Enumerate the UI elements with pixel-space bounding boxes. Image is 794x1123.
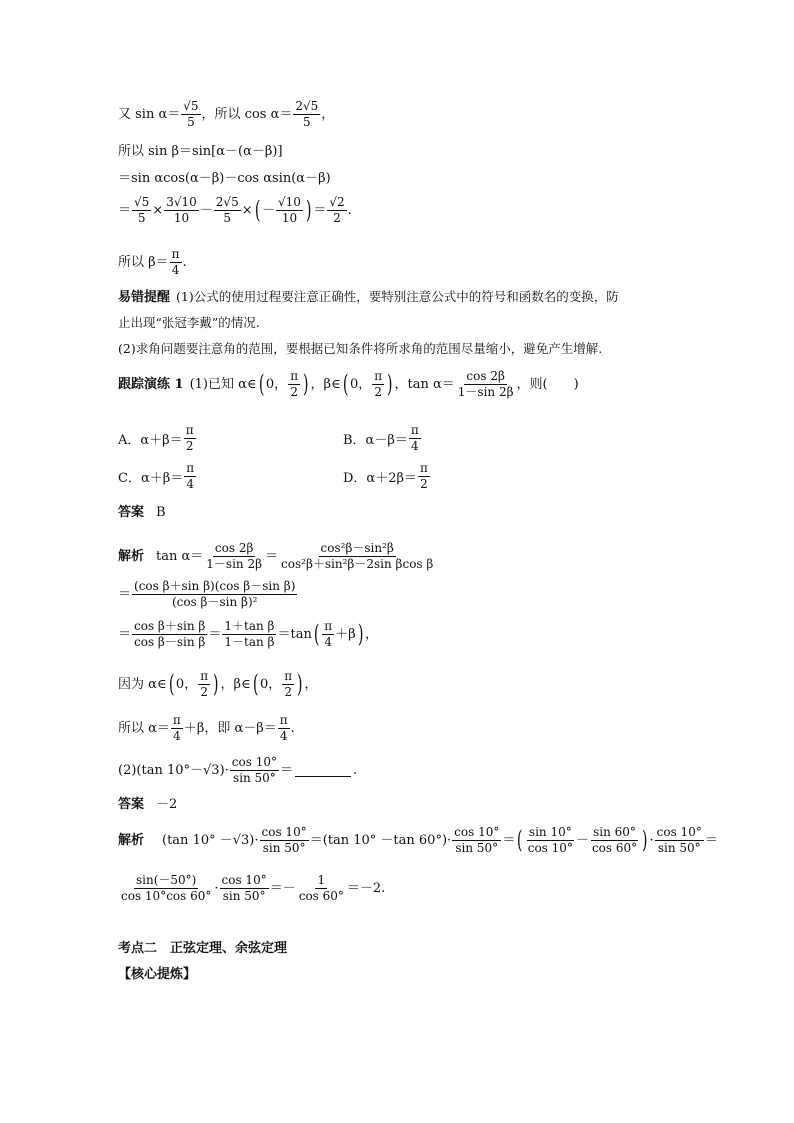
answer-blank[interactable] xyxy=(295,764,351,777)
solution-2-line-1: 解析 (tan 10° －√3)· $\frac{\cos 10^\circ}{\sin 50^\circ}$ ＝(tan 10° －tan 60°)· $\frac{\cos 10^\circ}{\sin 50^\circ}$ ＝ ( $\frac{\sin 10^\circ}{\cos 10^\circ}$ － $\frac{\sin 60^\circ}{\cos 60^\circ}$ ) · $\frac{\cos 10^\circ}{\sin 50^\circ}$ ＝ xyxy=(118,825,718,855)
warning-paragraph-1: 易错提醒 (1)公式的使用过程要注意正确性，要特别注意公式中的符号和函数名的变换，防 xyxy=(118,289,619,305)
solution-2-line-2: $\frac{\sin(-50^\circ)}{\cos 10^\circ\cos 60^\circ}$ · $\frac{\cos 10^\circ}{\sin 50^\circ}$ ＝－ $\frac{1}{\cos 60^\circ}$ ＝－2. xyxy=(121,873,386,903)
fraction: $\frac{\sin(-50^\circ)}{\cos 10^\circ\cos 60^\circ}$ xyxy=(121,873,212,903)
answer-2 xyxy=(118,798,177,811)
fraction: $\frac{√10}{10}$ xyxy=(278,195,301,225)
text: ， xyxy=(321,106,335,122)
answer-label: 答案 xyxy=(118,797,145,812)
fraction: $\frac{\pi}{2}$ xyxy=(374,369,383,399)
option-a[interactable]: A．α＋β＝ $\frac{\pi}{2}$ xyxy=(118,423,194,453)
fraction: $\frac{\cos 2\beta}{1-\sin 2\beta}$ xyxy=(457,369,514,399)
practice-title: 跟踪演练 1 xyxy=(118,376,184,392)
fraction: $\frac{\pi}{2}$ xyxy=(185,423,194,453)
fraction: $\frac{\pi}{4}$ xyxy=(172,713,181,743)
answer-value: －2 xyxy=(156,797,178,812)
line-expansion: ＝sin αcos(α－β)－cos αsin(α－β) xyxy=(118,171,331,186)
fraction: $\frac{\text{cos β＋sin β}}{\text{cos β－sin β}}$ xyxy=(134,619,206,649)
fraction: $\frac{√5}{5}$ xyxy=(134,195,150,225)
fraction: $\frac{\pi}{4}$ xyxy=(324,619,333,649)
fraction: $\frac{\cos 10^\circ}{\sin 50^\circ}$ xyxy=(231,755,277,785)
fraction: $\frac{\text{(cos β＋sin β)(cos β－sin β)}}{\text{(cos β－sin β)²}}$ xyxy=(134,579,296,609)
fraction: $\frac{2√5}{5}$ xyxy=(215,195,239,225)
answer-label: 答案 xyxy=(118,505,145,520)
text: 又 sin α＝ xyxy=(118,106,181,122)
fraction: $\frac{\sin 60^\circ}{\cos 60^\circ}$ xyxy=(591,825,638,855)
fraction: $\frac{\cos 10^\circ}{\sin 50^\circ}$ xyxy=(656,825,702,855)
line-calculation: ＝ $\frac{√5}{5}$ × $\frac{3√10}{10}$ － $\frac{2√5}{5}$ × ( － $\frac{√10}{10}$ ) ＝ $\frac{√2}{2}$ . xyxy=(118,195,352,225)
section-subtitle: 【核心提炼】 xyxy=(118,967,197,982)
warning-title: 易错提醒 xyxy=(118,290,171,305)
fraction: $\frac{\cos 10^\circ}{\sin 50^\circ}$ xyxy=(454,825,500,855)
fraction: $\frac{\pi}{2}$ xyxy=(290,369,299,399)
answer-value: B xyxy=(156,505,166,520)
fraction: $\frac{\pi}{4}$ xyxy=(186,461,195,491)
fraction: $\frac{\pi}{4}$ xyxy=(410,423,419,453)
fraction: $\frac{\pi}{2}$ xyxy=(200,669,209,699)
option-c[interactable]: C．α＋β＝ $\frac{\pi}{4}$ xyxy=(118,461,195,491)
solution-1-line-1: 解析 tan α＝ $\frac{\cos 2\beta}{1-\sin 2\beta}$ ＝ $\frac{\text{cos²β－sin²β}}{\text{cos²β＋sin²β－2sin βcos β}}$ xyxy=(118,541,434,571)
fraction: $\frac{\cos 10^\circ}{\sin 50^\circ}$ xyxy=(261,825,307,855)
fraction: $\frac{\sin 10^\circ}{\cos 10^\circ}$ xyxy=(527,825,573,855)
fraction: $\frac{\cos 10^\circ}{\sin 50^\circ}$ xyxy=(221,873,267,903)
solution-1-line-2: ＝ $\frac{\text{(cos β＋sin β)(cos β－sin β)}}{\text{(cos β－sin β)²}}$ xyxy=(118,579,296,609)
section-title: 考点二 正弦定理、余弦定理 xyxy=(118,941,288,956)
fraction: $\frac{2√5}{5}$ xyxy=(295,99,319,129)
line-given-sin-alpha xyxy=(118,100,334,128)
fraction: $\frac{\pi}{2}$ xyxy=(284,669,293,699)
fraction: $\frac{\pi}{2}$ xyxy=(420,461,428,491)
fraction: $\frac{\pi}{4}$ xyxy=(279,713,288,743)
practice-question-1: 跟踪演练 1 (1)已知 α∈ ( 0， $\frac{\pi}{2}$ ) ，β∈ ( 0， $\frac{\pi}{2}$ ) ，tan α＝ $\frac{\cos 2\beta}{1-\sin 2\beta}$ ，则( ) xyxy=(118,369,579,399)
fraction: $\frac{√5}{5}$ xyxy=(183,99,199,129)
line-sin-beta: 所以 sin β＝sin[α－(α－β)] xyxy=(118,144,283,159)
line-beta-result: 所以 β＝ $\frac{\pi}{4}$ . xyxy=(118,247,187,277)
warning-paragraph-1-cont: 止出现“张冠李戴”的情况. xyxy=(118,315,260,330)
answer-1 xyxy=(118,506,166,519)
solution-label: 解析 xyxy=(118,548,145,564)
fraction: $\frac{\text{cos²β－sin²β}}{\text{cos²β＋sin²β－2sin βcos β}}$ xyxy=(281,541,434,571)
solution-1-line-4: 因为 α∈ ( 0， $\frac{\pi}{2}$ ) ，β∈ ( 0， $\frac{\pi}{2}$ ) ， xyxy=(118,669,318,699)
solution-1-line-5: 所以 α＝ $\frac{\pi}{4}$ ＋β，即 α－β＝ $\frac{\pi}{4}$ . xyxy=(118,713,295,743)
solution-1-line-3: ＝ $\frac{\text{cos β＋sin β}}{\text{cos β－sin β}}$ ＝ $\frac{\text{1＋tan β}}{\text{1－tan β}}$ ＝tan ( $\frac{\pi}{4}$ ＋β ) ， xyxy=(118,619,379,649)
fraction: $\frac{√2}{2}$ xyxy=(329,195,345,225)
fraction: $\frac{3√10}{10}$ xyxy=(166,195,197,225)
option-b[interactable]: B．α－β＝ $\frac{\pi}{4}$ xyxy=(343,423,419,453)
solution-label: 解析 xyxy=(118,832,145,848)
fraction: $\frac{\cos 2\beta}{1-\sin 2\beta}$ xyxy=(206,541,263,571)
practice-question-2: (2)(tan 10°－√3)· $\frac{\cos 10^\circ}{\sin 50^\circ}$ ＝ . xyxy=(118,755,358,785)
fraction: $\frac{1}{\cos 60^\circ}$ xyxy=(298,873,344,903)
fraction: $\frac{\text{1＋tan β}}{\text{1－tan β}}$ xyxy=(224,619,275,649)
warning-paragraph-2: (2)求角问题要注意角的范围，要根据已知条件将所求角的范围尽量缩小，避免产生增解. xyxy=(118,341,603,356)
text: ，所以 cos α＝ xyxy=(201,106,293,122)
fraction: $\frac{\pi}{4}$ xyxy=(171,247,180,277)
option-d[interactable]: D．α＋2β＝ $\frac{\pi}{2}$ xyxy=(343,461,428,491)
